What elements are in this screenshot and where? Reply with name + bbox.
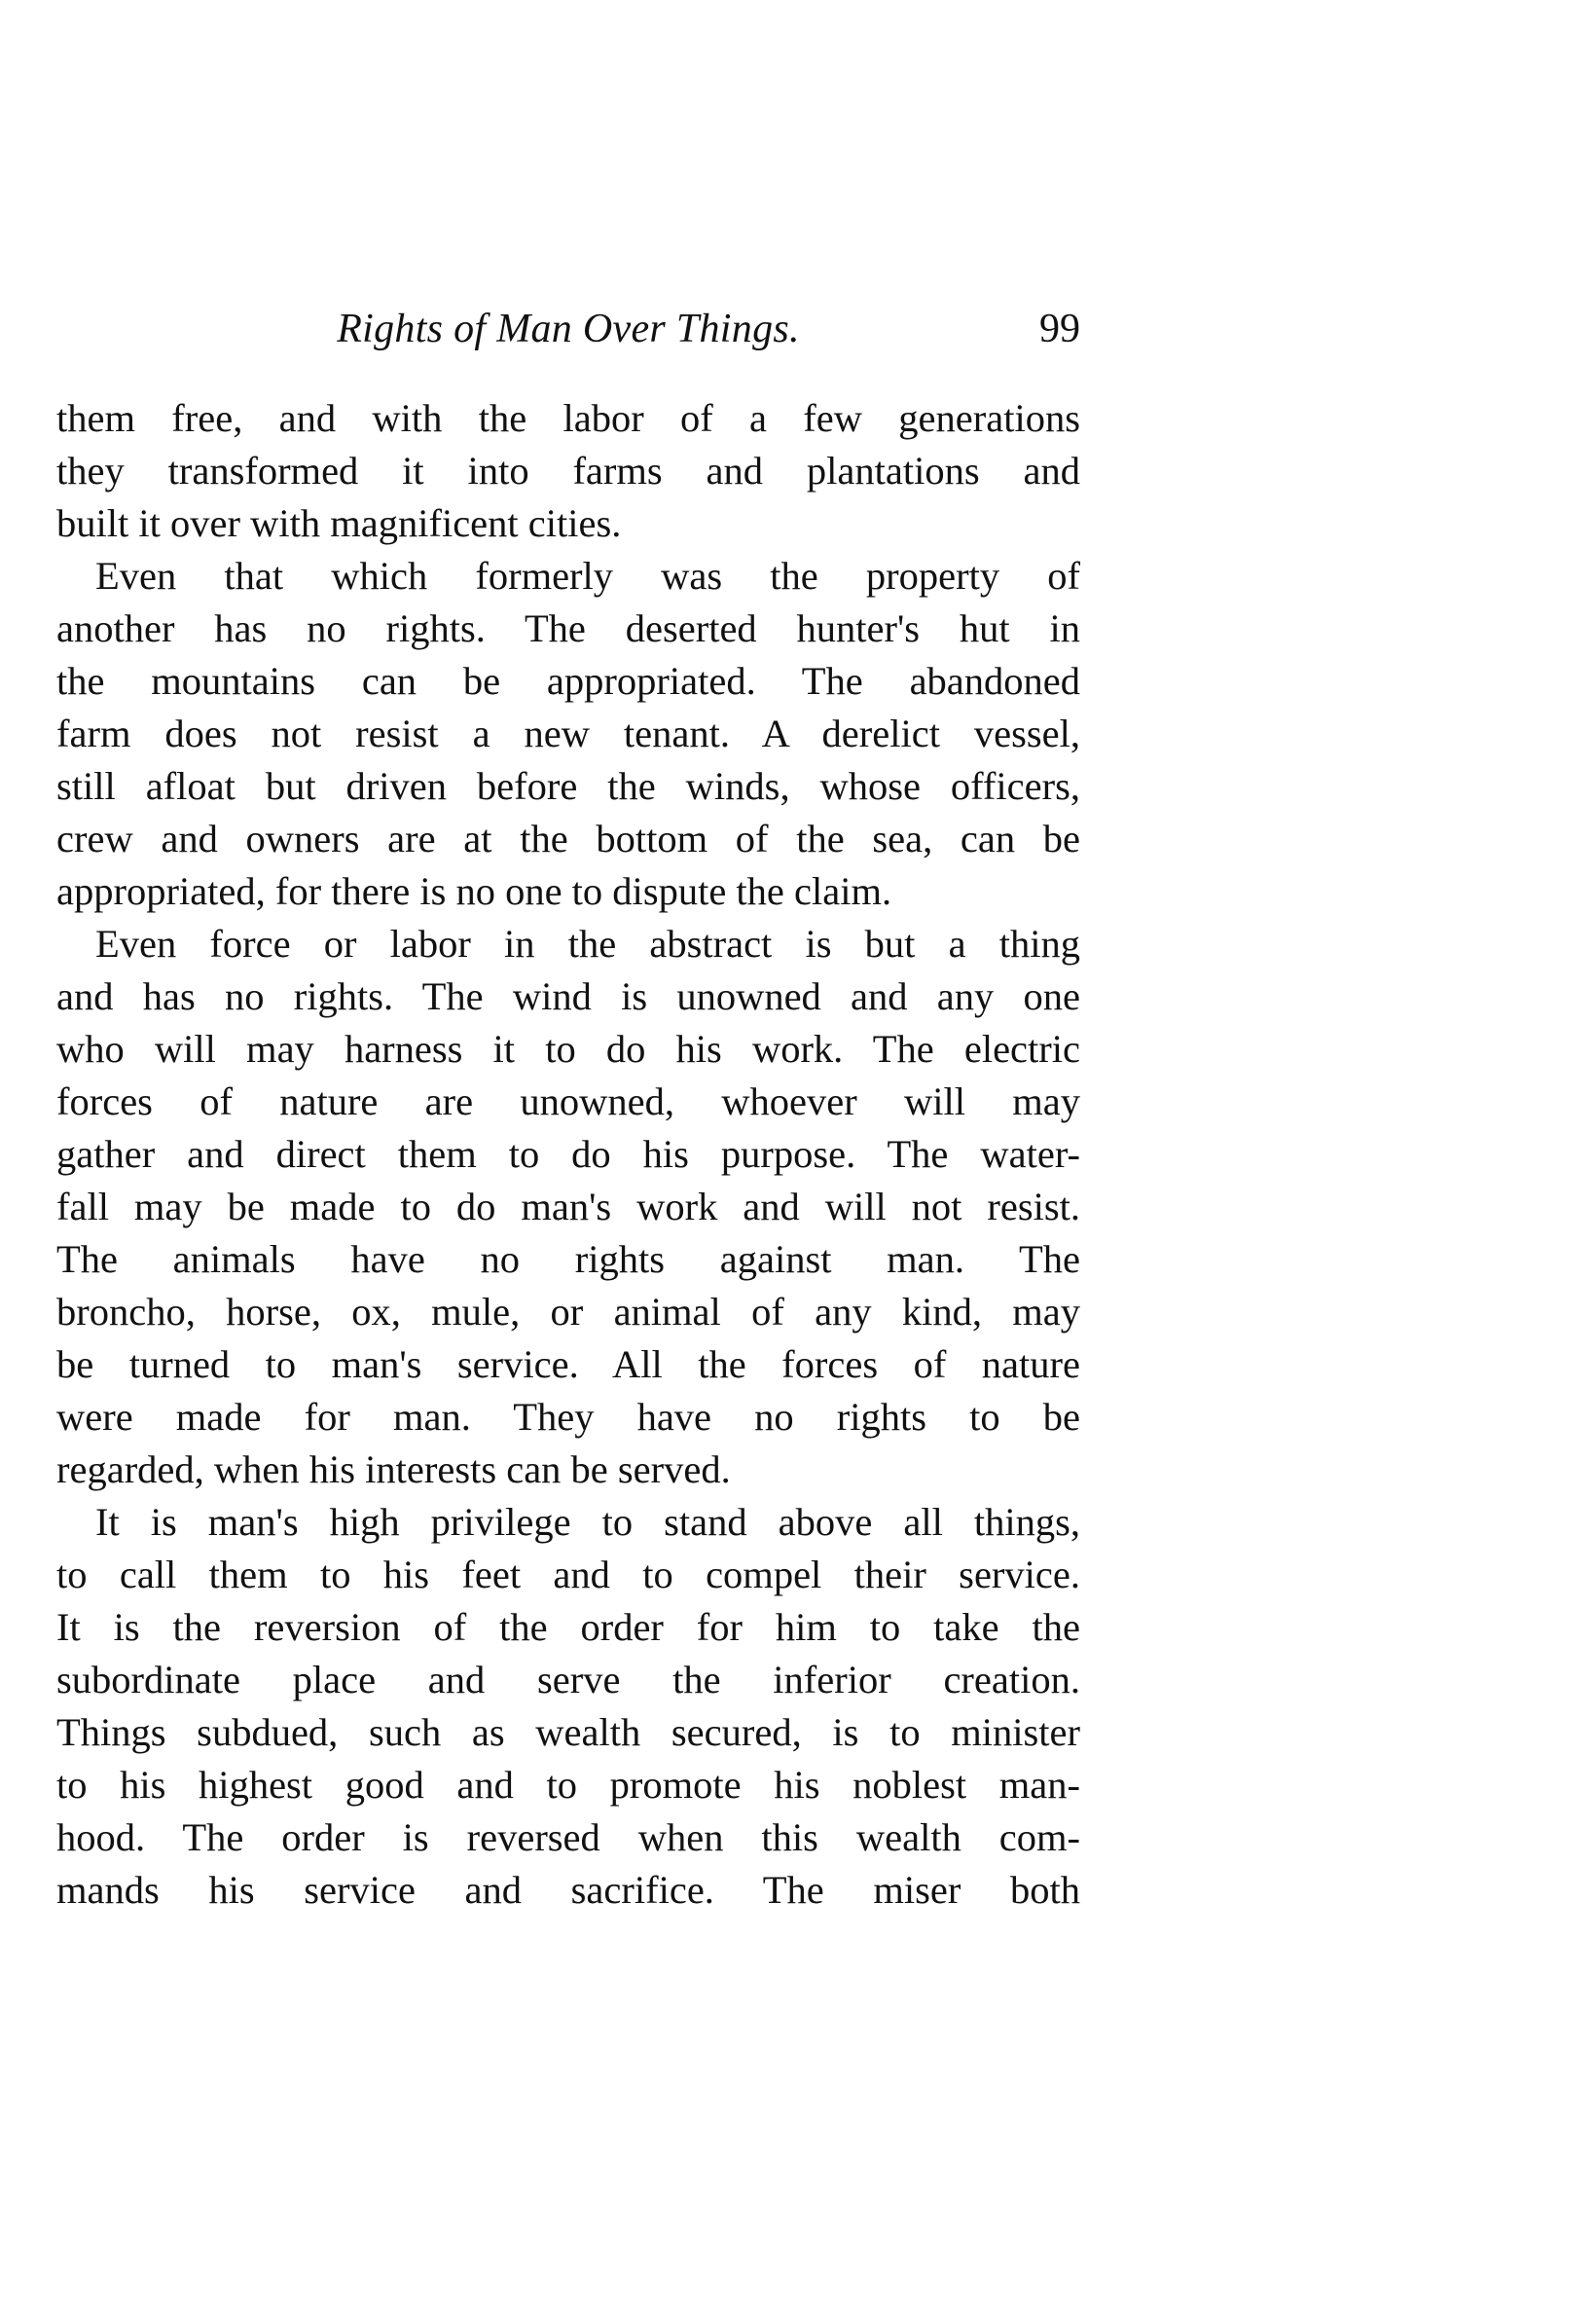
text-line: still afloat but driven before the winds, whose officers,	[56, 764, 1080, 808]
text-line: the mountains can be appropriated. The abandoned	[56, 659, 1080, 703]
text-line: and has no rights. The wind is unowned and any one	[56, 974, 1080, 1018]
text-line: Things subdued, such as wealth secured, is to minister	[56, 1710, 1080, 1754]
text-line: gather and direct them to do his purpose. The water-	[56, 1132, 1080, 1176]
text-line: were made for man. They have no rights to be	[56, 1395, 1080, 1439]
running-title: Rights of Man Over Things.	[337, 307, 800, 351]
text-line: crew and owners are at the bottom of the sea, can be	[56, 817, 1080, 860]
text-line: The animals have no rights against man. The	[56, 1237, 1080, 1281]
text-line: who will may harness it to do his work. The electric	[56, 1027, 1080, 1071]
text-line: appropriated, for there is no one to dispute the claim.	[56, 869, 892, 913]
text-line: to his highest good and to promote his noblest man-	[56, 1763, 1080, 1807]
body-text	[56, 392, 1080, 1917]
text-line: be turned to man's service. All the forces of nature	[56, 1342, 1080, 1386]
text-line: It is man's high privilege to stand above all things,	[95, 1500, 1080, 1544]
text-line: built it over with magnificent cities.	[56, 501, 622, 545]
text-line: It is the reversion of the order for him to take the	[56, 1605, 1080, 1649]
text-line: fall may be made to do man's work and will not resist.	[56, 1185, 1080, 1228]
text-line: subordinate place and serve the inferior creation.	[56, 1658, 1080, 1701]
text-line: mands his service and sacrifice. The miser both	[56, 1868, 1080, 1912]
text-line: broncho, horse, ox, mule, or animal of any kind, may	[56, 1290, 1080, 1334]
text-line: hood. The order is reversed when this wealth com-	[56, 1815, 1080, 1859]
text-line: farm does not resist a new tenant. A derelict vessel,	[56, 712, 1080, 755]
text-line: them free, and with the labor of a few generations	[56, 396, 1080, 440]
text-line: forces of nature are unowned, whoever will may	[56, 1079, 1080, 1123]
text-line: regarded, when his interests can be served.	[56, 1447, 731, 1491]
text-line: another has no rights. The deserted hunter's hut in	[56, 606, 1080, 650]
text-line: Even force or labor in the abstract is but a thing	[95, 922, 1080, 966]
text-line: Even that which formerly was the property of	[95, 554, 1080, 598]
page-header	[56, 300, 1080, 358]
text-line: to call them to his feet and to compel their service.	[56, 1553, 1080, 1596]
page-number: 99	[1039, 307, 1080, 351]
text-line: they transformed it into farms and plantations and	[56, 449, 1080, 493]
